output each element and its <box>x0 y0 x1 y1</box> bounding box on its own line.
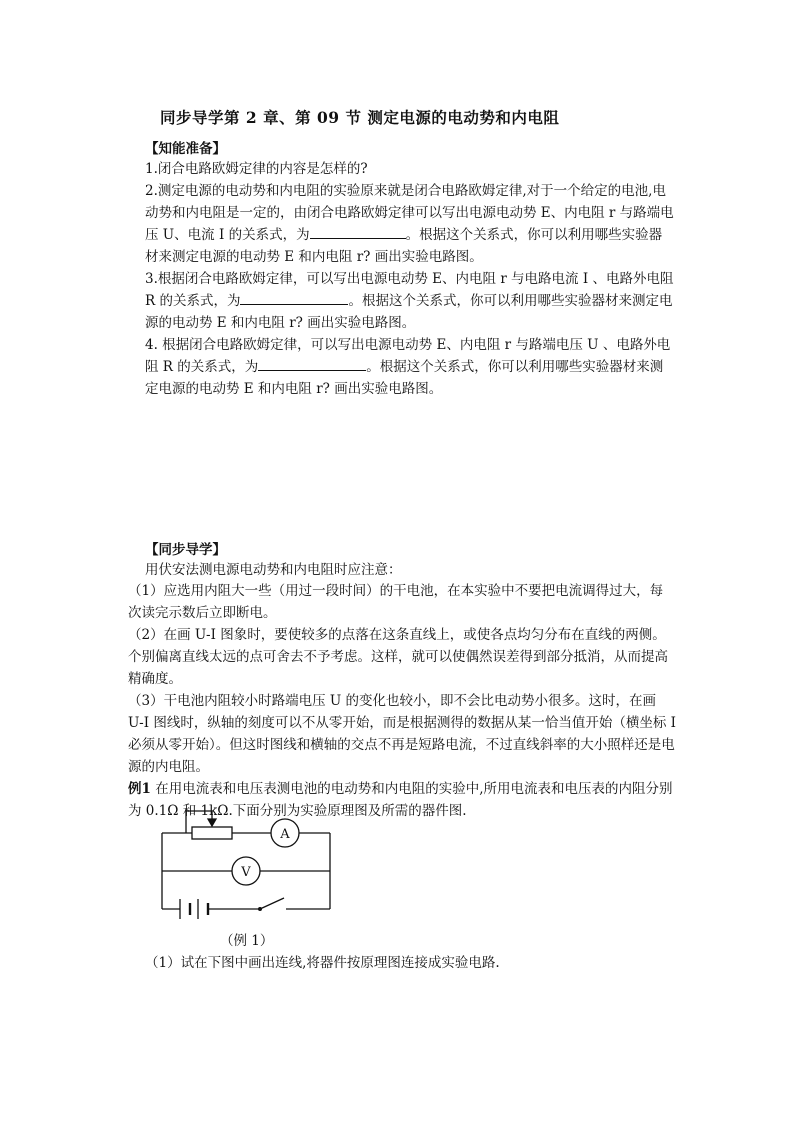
question-2: 2.测定电源的电动势和内电阻的实验原来就是闭合电路欧姆定律,对于一个给定的电池,电动势和内电阻是一定的，由闭合电路欧姆定律可以写出电源电动势 E、内电阻 r 与路端电压 U、电流 I 的关系式，为 。根据这个关系式，你可以利用哪些实验器材来测定电源的电动势 E 和内电阻 r? 画出实验电路图。 <box>145 183 674 265</box>
figure-caption: （例 1） <box>220 933 274 949</box>
answer-blank[interactable] <box>310 224 406 239</box>
rheostat-slider-arrow <box>208 819 216 826</box>
answer-blank[interactable] <box>240 290 348 305</box>
section-heading-preparation: 【知能准备】 <box>145 141 226 157</box>
question-3: 3.根据闭合电路欧姆定律，可以写出电源电动势 E、内电阻 r 与电路电流 I 、电路外电阻 R 的关系式，为 。根据这个关系式，你可以利用哪些实验器材来测定电源的电动势 E 和内电阻 r? 画出实验电路图。 <box>145 271 674 331</box>
example-label: 例1 <box>128 781 151 797</box>
question-4: 4. 根据闭合电路欧姆定律，可以写出电源电动势 E、内电阻 r 与路端电压 U 、电路外电阻 R 的关系式，为 。根据这个关系式，你可以利用哪些实验器材来测定电源的电动势 E 和内电阻 r? 画出实验电路图。 <box>145 337 671 397</box>
question-1: 1.闭合电路欧姆定律的内容是怎样的? <box>145 161 368 177</box>
section-heading-guidance: 【同步导学】 <box>145 542 226 558</box>
page-title: 同步导学第 2 章、第 09 节 测定电源的电动势和内电阻 <box>160 108 560 127</box>
voltmeter-label: V <box>241 865 251 880</box>
rheostat-symbol <box>192 827 232 839</box>
note-3: （3）干电池内阻较小时路端电压 U 的变化也较小，即不会比电动势小很多。这时，在画 U-I 图线时，纵轴的刻度可以不从零开始，而是根据测得的数据从某一恰当值开始（横坐标 I 必须从零开始）。但这时图线和横轴的交点不再是短路电流，不过直线斜率的大小照样还是电源的内电阻。 <box>128 693 676 775</box>
ammeter-label: A <box>280 827 290 842</box>
note-1: （1）应选用内阻大一些（用过一段时间）的干电池，在本实验中不要把电流调得过大，每次读完示数后立即断电。 <box>128 583 664 621</box>
example-1: 例1 在用电流表和电压表测电池的电动势和内电阻的实验中,所用电流表和电压表的内阻分别为 0.1Ω 和 1kΩ.下面分别为实验原理图及所需的器件图. <box>128 781 673 819</box>
switch-pivot <box>258 907 262 911</box>
circuit-diagram <box>150 808 350 933</box>
note-2: （2）在画 U-I 图象时，要使较多的点落在这条直线上，或使各点均匀分布在直线的两侧。个别偏离直线太远的点可舍去不予考虑。这样，就可以使偶然误差得到部分抵消，从而提高精确度。 <box>128 627 668 687</box>
answer-blank[interactable] <box>258 356 366 371</box>
task-1: （1）试在下图中画出连线,将器件按原理图连接成实验电路. <box>145 955 500 971</box>
rheostat-slider-wire <box>186 811 212 833</box>
notes-intro: 用伏安法测电源电动势和内电阻时应注意： <box>145 562 402 578</box>
switch-lever <box>260 898 284 909</box>
